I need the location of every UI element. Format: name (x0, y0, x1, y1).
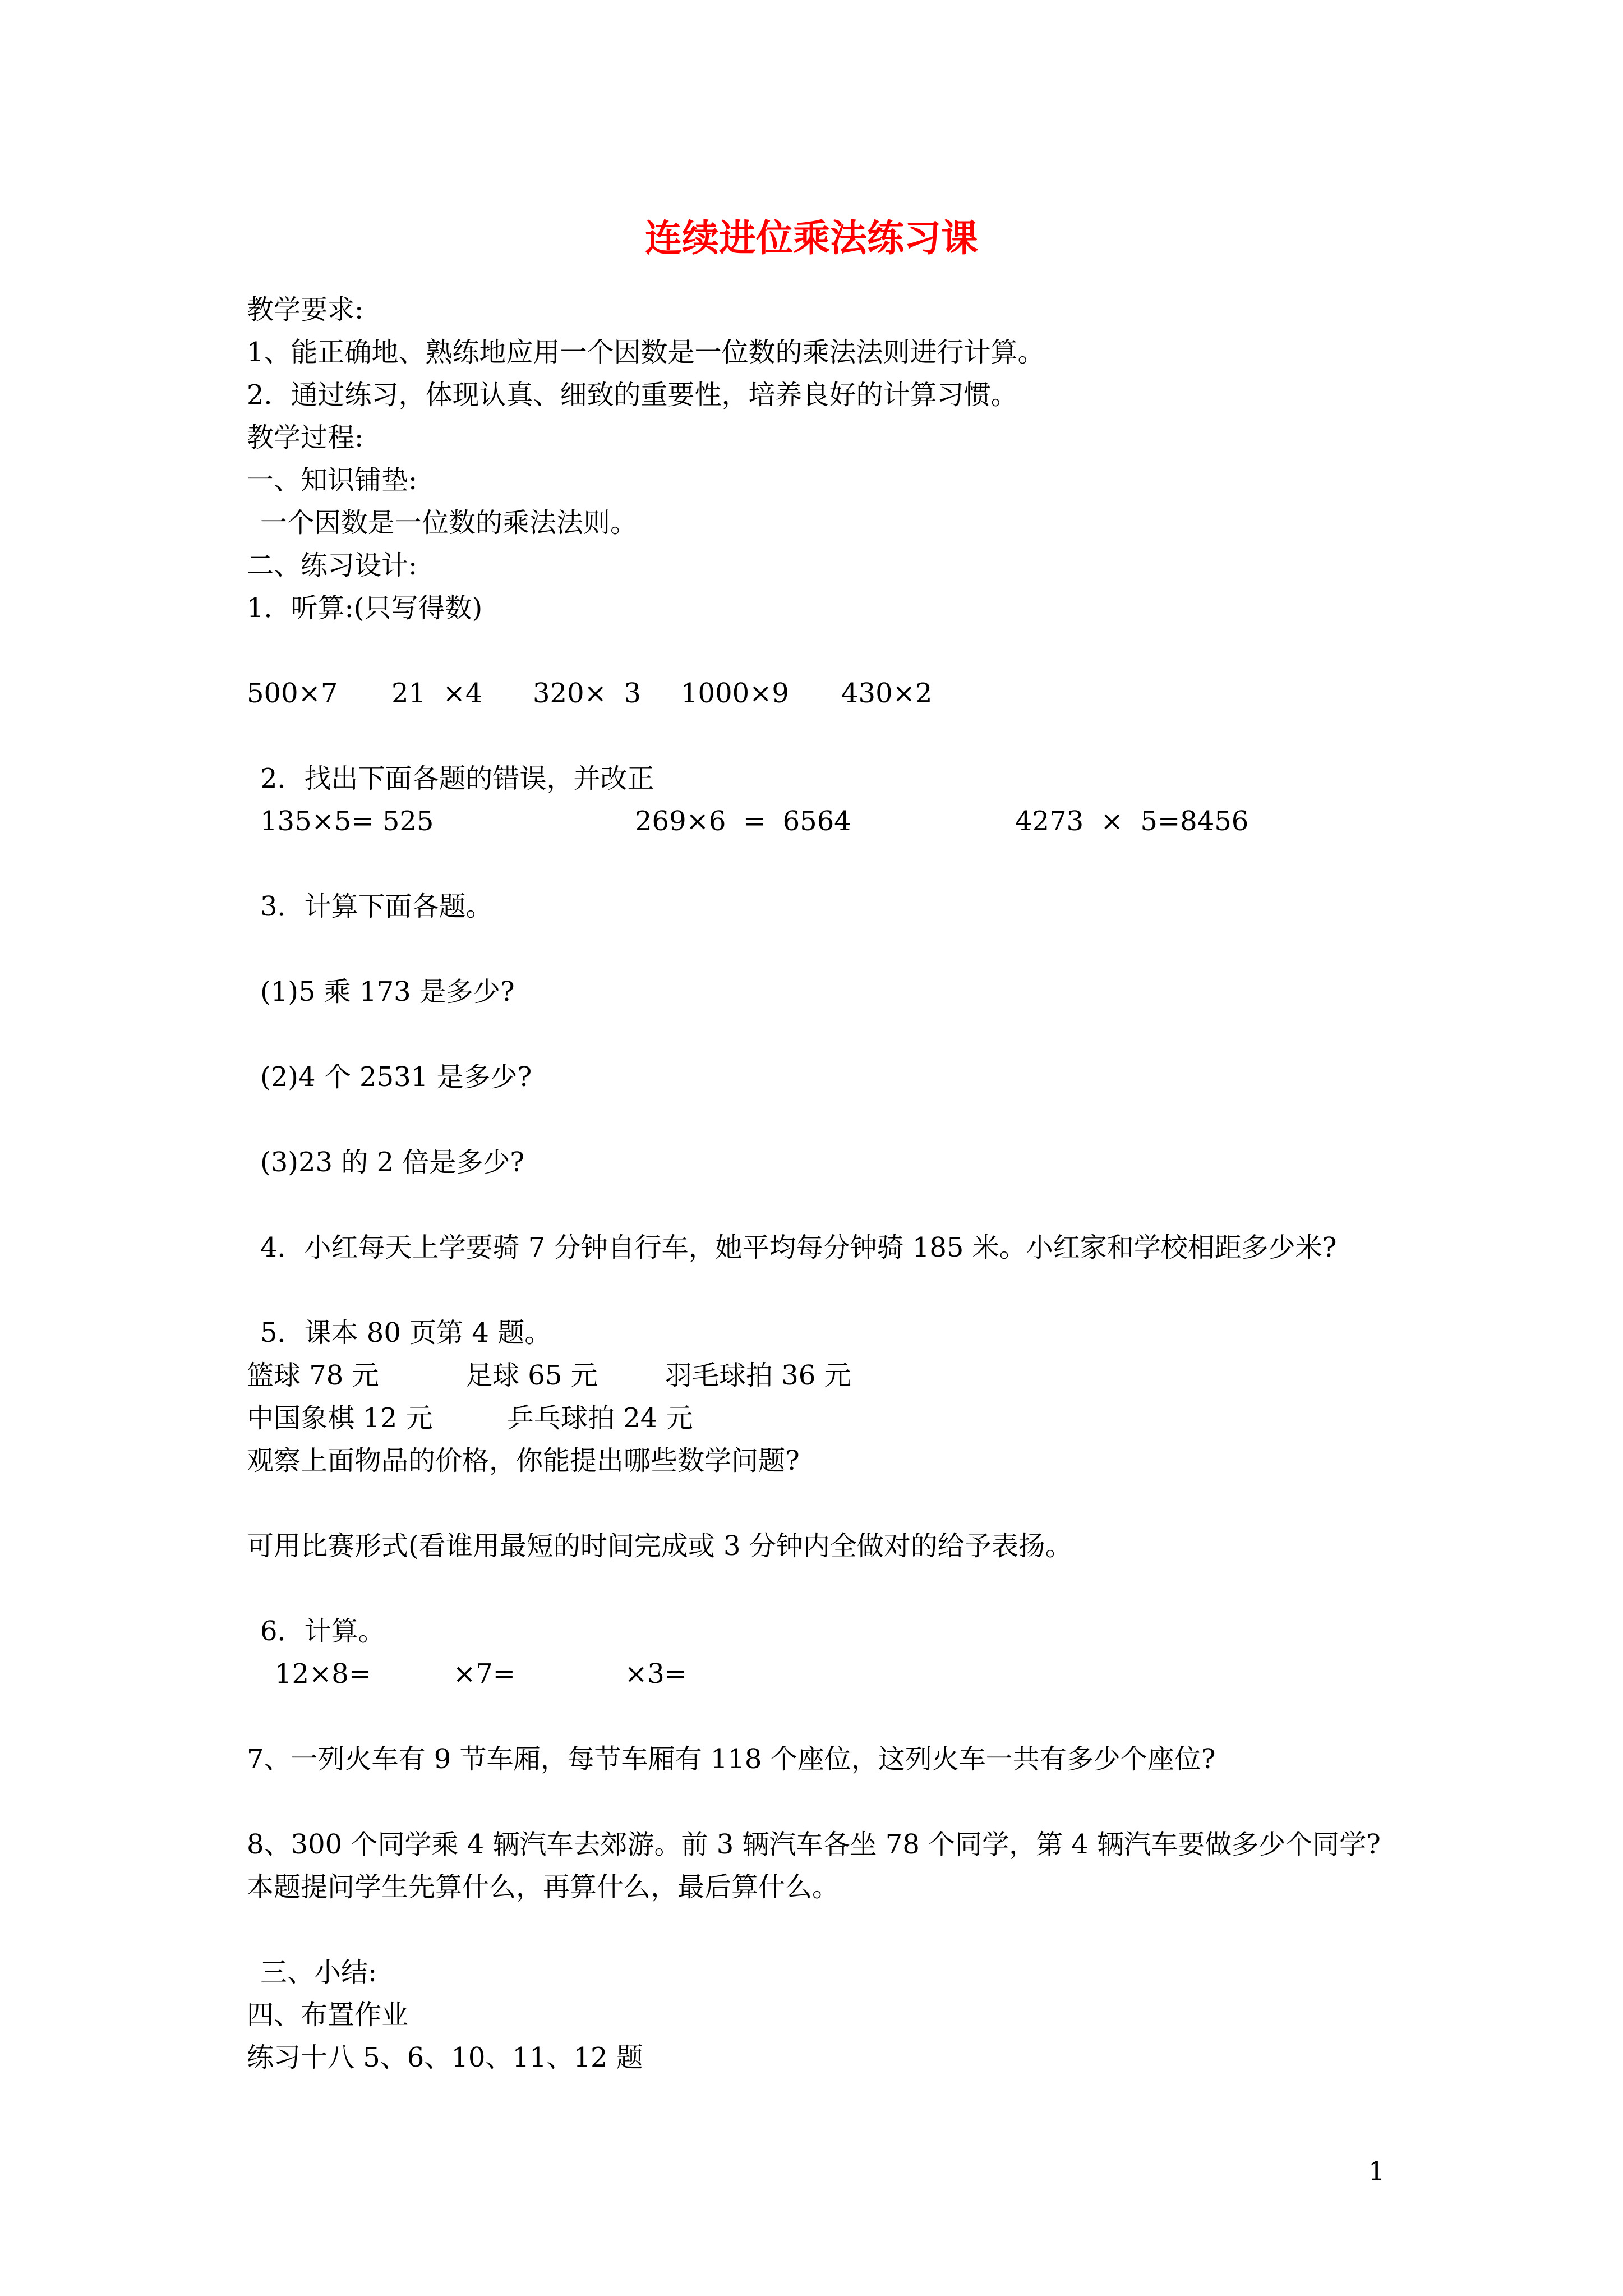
teaching-requirements-heading: 教学要求: (247, 294, 364, 325)
page-number: 1 (1368, 2156, 1385, 2186)
price-football: 足球 65 元 (465, 1360, 598, 1391)
price-chinese-chess: 中国象棋 12 元 (247, 1402, 433, 1434)
exercise-6-heading: 6．计算。 (260, 1616, 385, 1647)
section-4-heading: 四、布置作业 (247, 1999, 409, 2031)
exercise-2-item-3: 4273 × 5=8456 (1015, 806, 1249, 837)
teaching-process-heading: 教学过程: (247, 422, 364, 453)
exercise-6-item-1: 12×8= (275, 1658, 372, 1690)
price-badminton-racket: 羽毛球拍 36 元 (665, 1360, 851, 1391)
exercise-3-heading: 3．计算下面各题。 (260, 891, 493, 922)
exercise-5-question: 观察上面物品的价格，你能提出哪些数学问题? (247, 1445, 800, 1476)
competition-note: 可用比赛形式(看谁用最短的时间完成或 3 分钟内全做对的给予表扬。 (247, 1530, 1072, 1562)
section-1-heading: 一、知识铺垫: (247, 464, 418, 496)
exercise-2-item-2: 269×6 = 6564 (635, 806, 851, 837)
exercise-4: 4．小红每天上学要骑 7 分钟自行车，她平均每分钟骑 185 米。小红家和学校相距多少米? (260, 1232, 1337, 1263)
exercise-1-item-1: 500×7 (247, 678, 338, 709)
exercise-7: 7、一列火车有 9 节车厢，每节车厢有 118 个座位，这列火车一共有多少个座位? (247, 1743, 1216, 1775)
exercise-6-item-3: ×3= (625, 1658, 687, 1690)
requirement-1: 1、能正确地、熟练地应用一个因数是一位数的乘法法则进行计算。 (247, 337, 1045, 368)
exercise-1-item-2: 21 ×4 (391, 678, 483, 709)
exercise-8-note: 本题提问学生先算什么，再算什么，最后算什么。 (247, 1871, 840, 1903)
price-basketball: 篮球 78 元 (247, 1360, 379, 1391)
exercise-3-item-1: (1)5 乘 173 是多少? (260, 976, 515, 1007)
document-title: 连续进位乘法练习课 (645, 216, 978, 260)
section-2-heading: 二、练习设计: (247, 550, 418, 581)
price-pingpong-paddle: 乒乓球拍 24 元 (507, 1402, 693, 1434)
requirement-2: 2．通过练习，体现认真、细致的重要性，培养良好的计算习惯。 (247, 379, 1018, 411)
exercise-1-item-3: 320× 3 (533, 678, 641, 709)
exercise-3-item-2: (2)4 个 2531 是多少? (260, 1061, 532, 1093)
section-1-content: 一个因数是一位数的乘法法则。 (260, 507, 638, 539)
exercise-2-heading: 2．找出下面各题的错误，并改正 (260, 763, 654, 794)
exercise-2-item-1: 135×5= 525 (260, 806, 434, 837)
homework-content: 练习十八 5、6、10、11、12 题 (247, 2042, 643, 2073)
exercise-6-item-2: ×7= (453, 1658, 515, 1690)
exercise-1-heading: 1．听算:(只写得数) (247, 592, 483, 624)
section-3-heading: 三、小结: (260, 1957, 377, 1988)
exercise-1-item-5: 430×2 (841, 678, 933, 709)
exercise-8: 8、300 个同学乘 4 辆汽车去郊游。前 3 辆汽车各坐 78 个同学，第 4 辆汽车要做多少个同学? (247, 1829, 1381, 1860)
exercise-3-item-3: (3)23 的 2 倍是多少? (260, 1147, 525, 1178)
exercise-1-item-4: 1000×9 (681, 678, 789, 709)
exercise-5-heading: 5．课本 80 页第 4 题。 (260, 1317, 552, 1349)
